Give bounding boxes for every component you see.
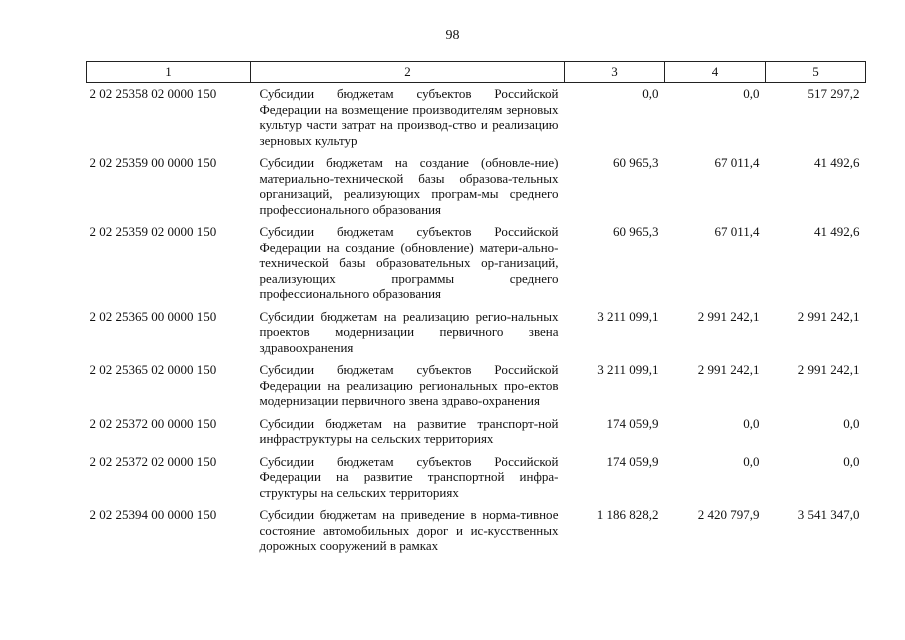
value-col3: 60 965,3: [613, 155, 659, 170]
row-description: Субсидии бюджетам на создание (обновле-ние) материально-технической базы образова-тельных организаций, реализующих програм-мы среднего профессионального образования: [259, 155, 559, 217]
value-col3: 3 211 099,1: [597, 308, 659, 324]
budget-code: 2 02 25358 02 0000 150: [89, 86, 217, 101]
value-col4: 2 991 242,1: [697, 362, 760, 377]
value-col4: 67 011,4: [714, 224, 760, 239]
column-header-3: 3: [565, 62, 665, 83]
row-description: Субсидии бюджетам субъектов Российской Федерации на возмещение производителям зерновых культур части затрат на производ-ство и реализацию зерновых культур: [259, 86, 559, 148]
column-header-2: 2: [251, 62, 565, 83]
row-description: Субсидии бюджетам на приведение в норма-тивное состояние автомобильных дорог и ис-кусственных дорожных сооружений в рамках: [259, 507, 559, 553]
value-col3: 174 059,9: [606, 415, 659, 431]
header-row: [87, 62, 866, 83]
table-row: [87, 83, 866, 154]
budget-code: 2 02 25365 02 0000 150: [89, 362, 217, 377]
row-description: Субсидии бюджетам на развитие транспорт-ной инфраструктуры на сельских территориях: [259, 415, 559, 446]
row-description: Субсидии бюджетам субъектов Российской Федерации на реализацию региональных про-ектов модернизации первичного звена здраво-охранения: [259, 362, 559, 408]
value-col5: 517 297,2: [807, 86, 860, 101]
table-row: [87, 153, 866, 222]
table-row: [87, 307, 866, 361]
value-col5: 0,0: [843, 453, 860, 469]
value-col3: 174 059,9: [606, 453, 659, 469]
value-col3: 3 211 099,1: [597, 362, 659, 377]
table-row: [87, 360, 866, 414]
budget-code: 2 02 25359 00 0000 150: [89, 155, 217, 170]
value-col5: 3 541 347,0: [797, 507, 860, 522]
value-col3: 1 186 828,2: [596, 507, 659, 522]
budget-code: 2 02 25372 02 0000 150: [89, 453, 217, 469]
row-description: Субсидии бюджетам субъектов Российской Федерации на создание (обновление) матери-ально-технической базы образовательных ор-ганизаций, реализующих программы среднего профессионального образования: [259, 224, 559, 301]
budget-code: 2 02 25365 00 0000 150: [89, 308, 217, 324]
budget-code: 2 02 25372 00 0000 150: [89, 415, 217, 431]
value-col4: 67 011,4: [714, 155, 760, 170]
table-row: [87, 222, 866, 307]
value-col5: 41 492,6: [814, 155, 860, 170]
value-col4: 0,0: [743, 453, 760, 469]
column-header-4: 4: [665, 62, 766, 83]
row-description: Субсидии бюджетам субъектов Российской Федерации на развитие транспортной инфра-структуры на сельских территориях: [259, 453, 559, 500]
column-header-1: 1: [87, 62, 251, 83]
column-header-5: 5: [766, 62, 866, 83]
row-description: Субсидии бюджетам на реализацию регио-нальных проектов модернизации первичного звена здравоохранения: [259, 308, 559, 355]
value-col5: 41 492,6: [814, 224, 860, 239]
table-header: [87, 62, 866, 83]
value-col4: 0,0: [743, 86, 760, 101]
value-col4: 2 420 797,9: [697, 507, 760, 522]
value-col4: 2 991 242,1: [697, 308, 760, 324]
value-col5: 2 991 242,1: [797, 308, 860, 324]
value-col5: 0,0: [843, 415, 860, 431]
table-row: [87, 414, 866, 452]
value-col3: 60 965,3: [613, 224, 659, 239]
table-body: [87, 83, 866, 559]
value-col4: 0,0: [743, 415, 760, 431]
budget-table: [86, 61, 866, 559]
table-row: [87, 452, 866, 506]
value-col3: 0,0: [642, 86, 659, 101]
value-col5: 2 991 242,1: [797, 362, 860, 377]
page-number: 98: [445, 28, 460, 43]
budget-code: 2 02 25359 02 0000 150: [89, 224, 217, 239]
table-row: [87, 505, 866, 559]
budget-code: 2 02 25394 00 0000 150: [89, 507, 217, 522]
